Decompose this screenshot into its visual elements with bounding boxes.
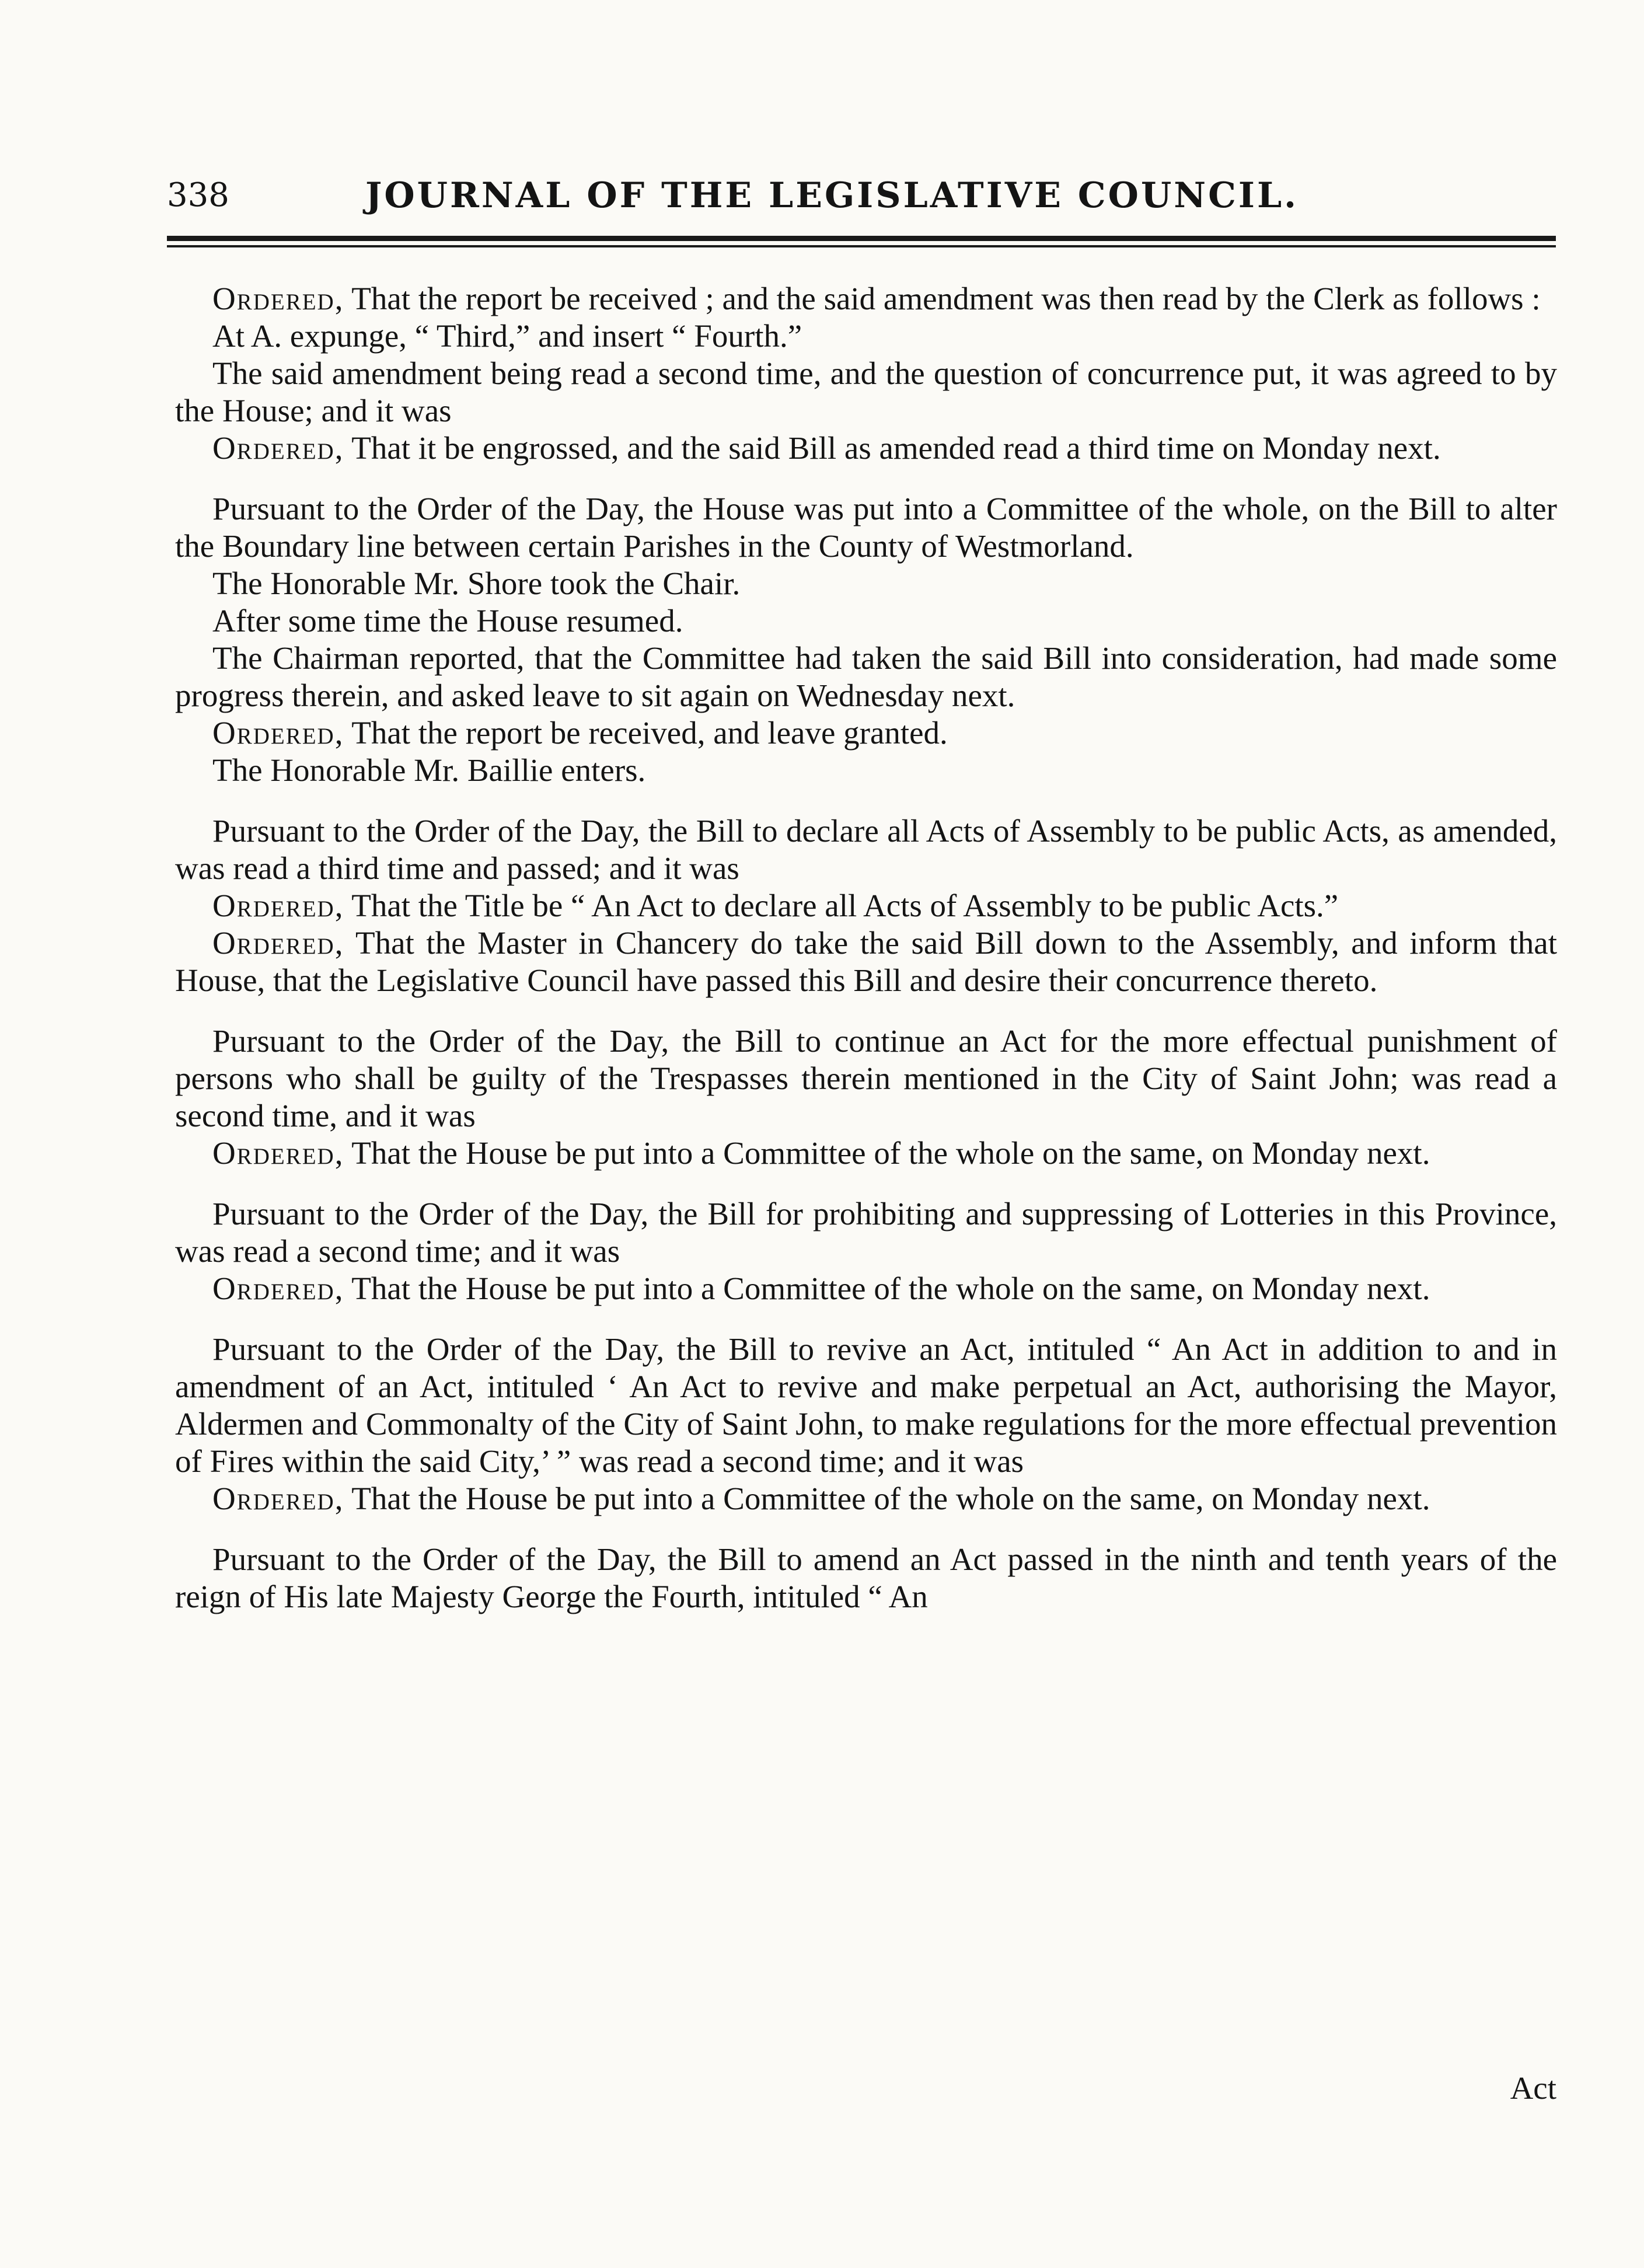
ordered-lead: Ordered, [212, 715, 344, 751]
paragraph-text: That it be engrossed, and the said Bill as amended read a third time on Monday next. [344, 430, 1441, 466]
paragraph-text: That the Master in Chancery do take the said Bill down to the Assembly, and inform that House, that the Legislative Council have passed this Bill and desire their concurrence thereto. [175, 925, 1557, 998]
paragraph-text: That the House be put into a Committee of the whole on the same, on Monday next. [344, 1481, 1430, 1516]
page-number: 338 [167, 176, 229, 214]
journal-paragraph [175, 924, 1557, 999]
journal-paragraph [175, 812, 1557, 887]
journal-paragraph [175, 1023, 1557, 1135]
journal-body [175, 280, 1557, 1615]
catchword: Act [1510, 2070, 1556, 2106]
paragraph-text: That the House be put into a Committee of the whole on the same, on Monday next. [344, 1271, 1430, 1306]
paragraph-text: That the report be received, and leave granted. [344, 715, 948, 751]
journal-paragraph [175, 565, 1557, 602]
journal-paragraph [175, 1135, 1557, 1172]
journal-paragraph [175, 430, 1557, 467]
paragraph-text: Pursuant to the Order of the Day, the Bill to continue an Act for the more effectual punishment of persons who shall be guilty of the Trespasses therein mentioned in the City of Saint John; was read a second time, and it was [175, 1023, 1557, 1133]
paragraph-text: The Honorable Mr. Shore took the Chair. [212, 566, 741, 601]
paragraph-text: The said amendment being read a second time, and the question of concurrence put, it was agreed to by the House; and it was [175, 355, 1557, 428]
ordered-lead: Ordered, [212, 281, 344, 316]
journal-paragraph [175, 1195, 1557, 1270]
running-title: JOURNAL OF THE LEGISLATIVE COUNCIL. [365, 175, 1299, 216]
journal-paragraph [175, 887, 1557, 924]
paragraph-text: That the report be received ; and the said amendment was then read by the Clerk as follows : [344, 281, 1541, 316]
page-header [167, 169, 1556, 222]
paragraph-text: That the House be put into a Committee of the whole on the same, on Monday next. [344, 1135, 1430, 1171]
ordered-lead: Ordered, [212, 1135, 344, 1171]
journal-paragraph [175, 1331, 1557, 1480]
paragraph-text: At A. expunge, “ Third,” and insert “ Fourth.” [212, 318, 802, 354]
paragraph-text: The Honorable Mr. Baillie enters. [212, 752, 646, 788]
journal-paragraph [175, 355, 1557, 430]
journal-paragraph [175, 280, 1557, 317]
paragraph-text: Pursuant to the Order of the Day, the Bill to amend an Act passed in the ninth and tenth years of the reign of His late Majesty George the Fourth, intituled “ An [175, 1541, 1557, 1614]
ordered-lead: Ordered, [212, 888, 344, 923]
ordered-lead: Ordered, [212, 430, 344, 466]
paragraph-text: That the Title be “ An Act to declare all Acts of Assembly to be public Acts.” [344, 888, 1339, 923]
paragraph-text: Pursuant to the Order of the Day, the Bill to declare all Acts of Assembly to be public Acts, as amended, was read a third time and passed; and it was [175, 813, 1557, 886]
paragraph-text: After some time the House resumed. [212, 603, 683, 638]
journal-paragraph [175, 1270, 1557, 1307]
paragraph-text: Pursuant to the Order of the Day, the Bill for prohibiting and suppressing of Lotteries in this Province, was read a second time; and it was [175, 1196, 1557, 1269]
ordered-lead: Ordered, [212, 925, 344, 961]
journal-paragraph [175, 752, 1557, 789]
journal-paragraph [175, 640, 1557, 714]
paragraph-text: The Chairman reported, that the Committee had taken the said Bill into consideration, had made some progress therein, and asked leave to sit again on Wednesday next. [175, 640, 1557, 713]
journal-paragraph [175, 602, 1557, 640]
paragraph-text: Pursuant to the Order of the Day, the Bill to revive an Act, intituled “ An Act in addition to and in amendment of an Act, intituled ‘ An Act to revive and make perpetual an Act, authorising the Mayor, Aldermen and Commonalty of the City of Saint John, to make regulations for the more effectual prevention of Fires within the said City,’ ” was read a second time; and it was [175, 1331, 1557, 1479]
paragraph-text: Pursuant to the Order of the Day, the House was put into a Committee of the whole, on the Bill to alter the Boundary line between certain Parishes in the County of Westmorland. [175, 491, 1557, 564]
ordered-lead: Ordered, [212, 1271, 344, 1306]
journal-paragraph [175, 490, 1557, 565]
journal-paragraph [175, 714, 1557, 752]
journal-paragraph [175, 1541, 1557, 1615]
journal-paragraph [175, 1480, 1557, 1517]
ordered-lead: Ordered, [212, 1481, 344, 1516]
header-rule [167, 236, 1556, 247]
journal-paragraph [175, 317, 1557, 355]
